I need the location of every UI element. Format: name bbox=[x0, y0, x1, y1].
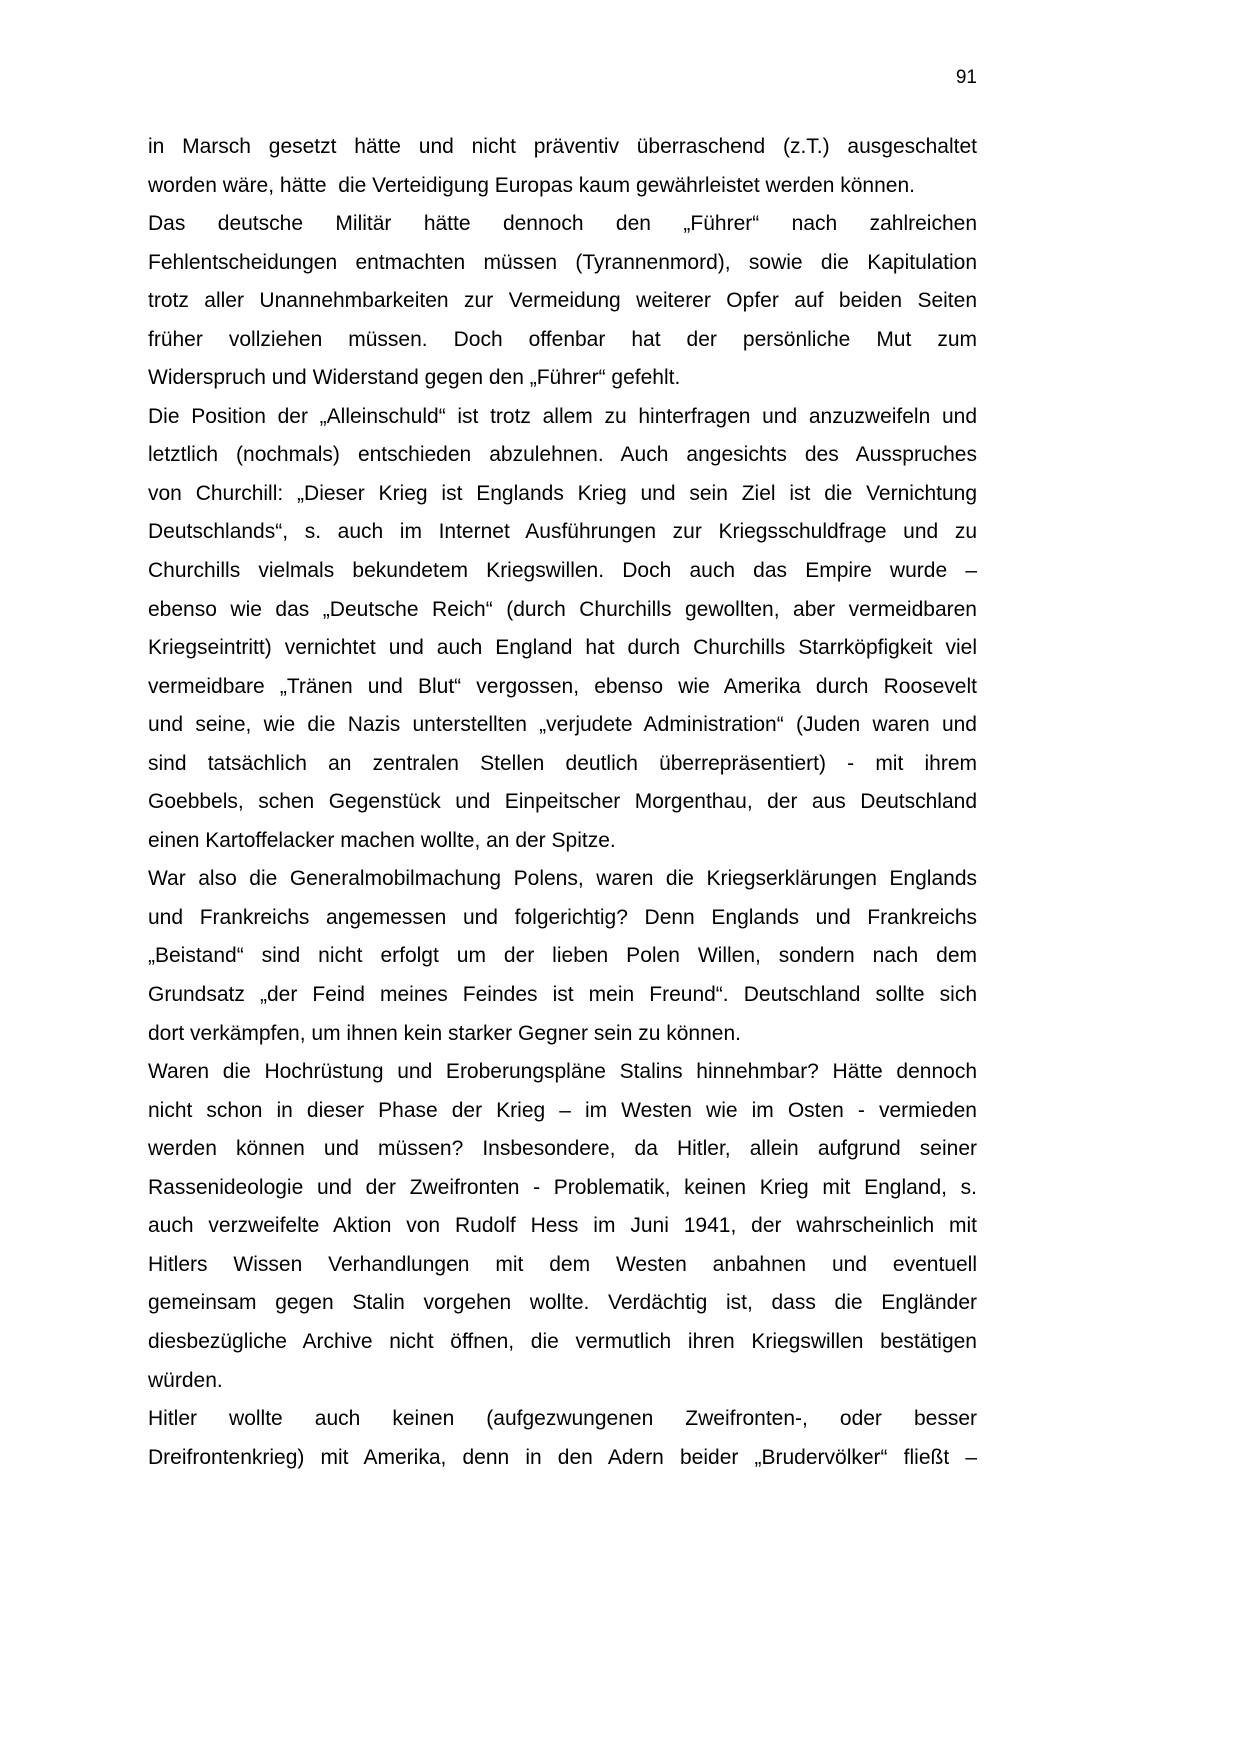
text-line: werden können und müssen? Insbesondere, da Hitler, allein aufgrund seiner bbox=[148, 1137, 977, 1161]
text-line: Die Position der „Alleinschuld“ ist trotz allem zu hinterfragen und anzuzweifeln und bbox=[148, 404, 977, 428]
body-text bbox=[148, 128, 977, 1477]
text-line: Hitler wollte auch keinen (aufgezwungenen Zweifronten-, oder besser bbox=[148, 1407, 977, 1431]
text-line: früher vollziehen müssen. Doch offenbar hat der persönliche Mut zum bbox=[148, 327, 977, 351]
text-line: trotz aller Unannehmbarkeiten zur Vermeidung weiterer Opfer auf beiden Seiten bbox=[148, 289, 977, 313]
text-line: vermeidbare „Tränen und Blut“ vergossen, ebenso wie Amerika durch Roosevelt bbox=[148, 674, 977, 698]
text-line: diesbezügliche Archive nicht öffnen, die vermutlich ihren Kriegswillen bestätigen bbox=[148, 1329, 977, 1353]
text-line: Deutschlands“, s. auch im Internet Ausführungen zur Kriegsschuldfrage und zu bbox=[148, 520, 977, 544]
text-line: Waren die Hochrüstung und Eroberungspläne Stalins hinnehmbar? Hätte dennoch bbox=[148, 1060, 977, 1084]
text-line: von Churchill: „Dieser Krieg ist Englands Krieg und sein Ziel ist die Vernichtung bbox=[148, 481, 977, 505]
text-line: dort verkämpfen, um ihnen kein starker Gegner sein zu können. bbox=[148, 1021, 741, 1045]
text-line: Dreifrontenkrieg) mit Amerika, denn in den Adern beider „Brudervölker“ fließt – bbox=[148, 1445, 977, 1469]
text-line: auch verzweifelte Aktion von Rudolf Hess im Juni 1941, der wahrscheinlich mit bbox=[148, 1214, 977, 1238]
text-line: würden. bbox=[148, 1368, 223, 1392]
text-line: Rassenideologie und der Zweifronten - Problematik, keinen Krieg mit England, s. bbox=[148, 1175, 977, 1199]
text-line: in Marsch gesetzt hätte und nicht präventiv überraschend (z.T.) ausgeschaltet bbox=[148, 135, 977, 158]
text-line: Churchills vielmals bekundetem Kriegswillen. Doch auch das Empire wurde – bbox=[148, 559, 977, 583]
text-line: Widerspruch und Widerstand gegen den „Führer“ gefehlt. bbox=[148, 366, 681, 390]
text-line: War also die Generalmobilmachung Polens, waren die Kriegserklärungen Englands bbox=[148, 867, 977, 891]
text-line: ebenso wie das „Deutsche Reich“ (durch Churchills gewollten, aber vermeidbaren bbox=[148, 597, 977, 621]
text-line: Kriegseintritt) vernichtet und auch England hat durch Churchills Starrköpfigkeit viel bbox=[148, 636, 977, 660]
text-line: Das deutsche Militär hätte dennoch den „Führer“ nach zahlreichen bbox=[148, 212, 977, 236]
text-line: letztlich (nochmals) entschieden abzulehnen. Auch angesichts des Ausspruches bbox=[148, 443, 977, 467]
text-line: nicht schon in dieser Phase der Krieg – im Westen wie im Osten - vermieden bbox=[148, 1098, 977, 1122]
text-line: worden wäre, hätte die Verteidigung Europas kaum gewährleistet werden können. bbox=[148, 173, 915, 197]
text-line: Goebbels, schen Gegenstück und Einpeitscher Morgenthau, der aus Deutschland bbox=[148, 790, 977, 814]
text-line: „Beistand“ sind nicht erfolgt um der lieben Polen Willen, sondern nach dem bbox=[148, 944, 977, 968]
text-line: gemeinsam gegen Stalin vorgehen wollte. Verdächtig ist, dass die Engländer bbox=[148, 1291, 977, 1315]
text-line: und seine, wie die Nazis unterstellten „verjudete Administration“ (Juden waren und bbox=[148, 713, 977, 737]
text-line: Fehlentscheidungen entmachten müssen (Tyrannenmord), sowie die Kapitulation bbox=[148, 250, 977, 274]
text-line: und Frankreichs angemessen und folgerichtig? Denn Englands und Frankreichs bbox=[148, 905, 977, 929]
text-line: sind tatsächlich an zentralen Stellen deutlich überrepräsentiert) - mit ihrem bbox=[148, 751, 977, 775]
page-number: 91 bbox=[955, 67, 977, 88]
text-line: Hitlers Wissen Verhandlungen mit dem Westen anbahnen und eventuell bbox=[148, 1252, 977, 1276]
text-line: Grundsatz „der Feind meines Feindes ist mein Freund“. Deutschland sollte sich bbox=[148, 983, 977, 1007]
text-line: einen Kartoffelacker machen wollte, an der Spitze. bbox=[148, 828, 616, 852]
